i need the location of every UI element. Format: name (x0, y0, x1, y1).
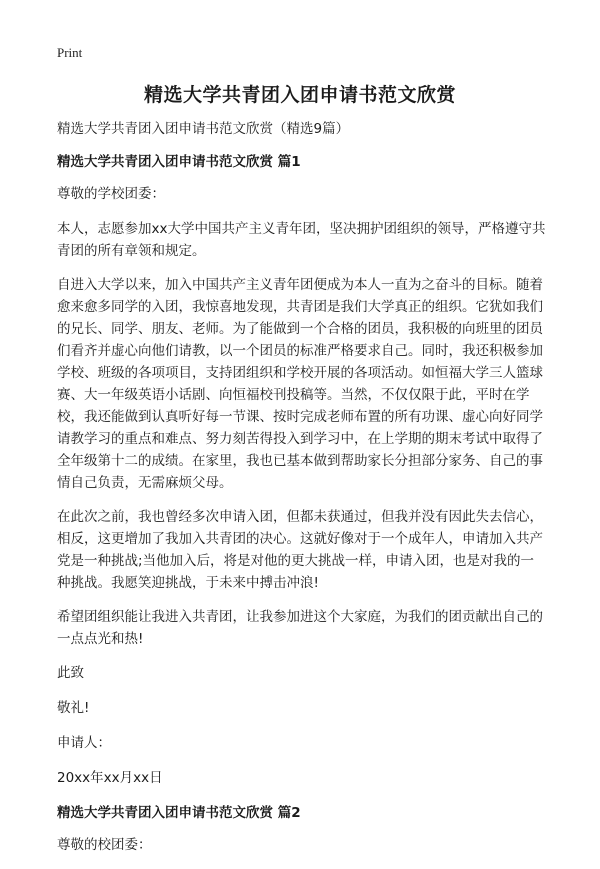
salutation-2: 尊敬的校团委： (57, 837, 152, 853)
page-title: 精选大学共青团入团申请书范文欣赏 (143, 84, 456, 106)
paragraph-2: 自进入大学以来，加入中国共产主义青年团便成为本人一直为之奋斗的目标。随着愈来愈多同学的入团，我惊喜地发现，共青团是我们大学真正的组织。它犹如我们的兄长、同学、朋友、老师。为了能做到一个合格的团员，我积极的向班里的团员们看齐并虚心向他们请教，以一个团员的标准严格要求自己。同时，我还积极参加学校、班级的各项项目，支持团组织和学校开展的各项活动。如恒福大学三人篮球赛、大一年级英语小话剧、向恒福校刊投稿等。当然，不仅仅限于此，平时在学校，我还能做到认真听好每一节课、按时完成老师布置的所有功课、虚心向好同学请教学习的重点和难点、努力刻苦得投入到学习中，在上学期的期末考试中取得了全年级第十二的成绩。在家里，我也已基本做到帮助家长分担部分家务、自己的事情自己负责，无需麻烦父母。 (57, 277, 543, 491)
closing-text: 此致 (57, 665, 84, 681)
paragraph-3: 在此次之前，我也曾经多次申请入团，但都未获通过，但我并没有因此失去信心，相反，这更增加了我加入共青团的决心。这就好像对于一个成年人，申请加入共产党是一种挑战;当他加入后，将是对他的更大挑战一样，申请入团，也是对我的一种挑战。我愿笑迎挑战，于未来中搏击冲浪! (57, 509, 543, 591)
date-text: 20xx年xx月xx日 (57, 770, 163, 786)
applicant-label: 申请人： (57, 735, 111, 751)
salutation-1: 尊敬的学校团委： (57, 186, 165, 202)
section-heading-2: 精选大学共青团入团申请书范文欣赏 篇2 (57, 805, 301, 821)
document-subtitle: 精选大学共青团入团申请书范文欣赏（精选9篇） (57, 121, 350, 137)
regards-text: 敬礼! (57, 700, 90, 716)
section-heading-1: 精选大学共青团入团申请书范文欣赏 篇1 (57, 154, 301, 170)
paragraph-4: 希望团组织能让我进入共青团，让我参加进这个大家庭，为我们的团贡献出自己的一点点光和热! (57, 609, 543, 647)
print-link[interactable]: Print (57, 45, 83, 60)
document-body (57, 118, 547, 869)
paragraph-1: 本人，志愿参加xx大学中国共产主义青年团，坚决拥护团组织的领导，严格遵守共青团的所有章领和规定。 (57, 221, 546, 259)
